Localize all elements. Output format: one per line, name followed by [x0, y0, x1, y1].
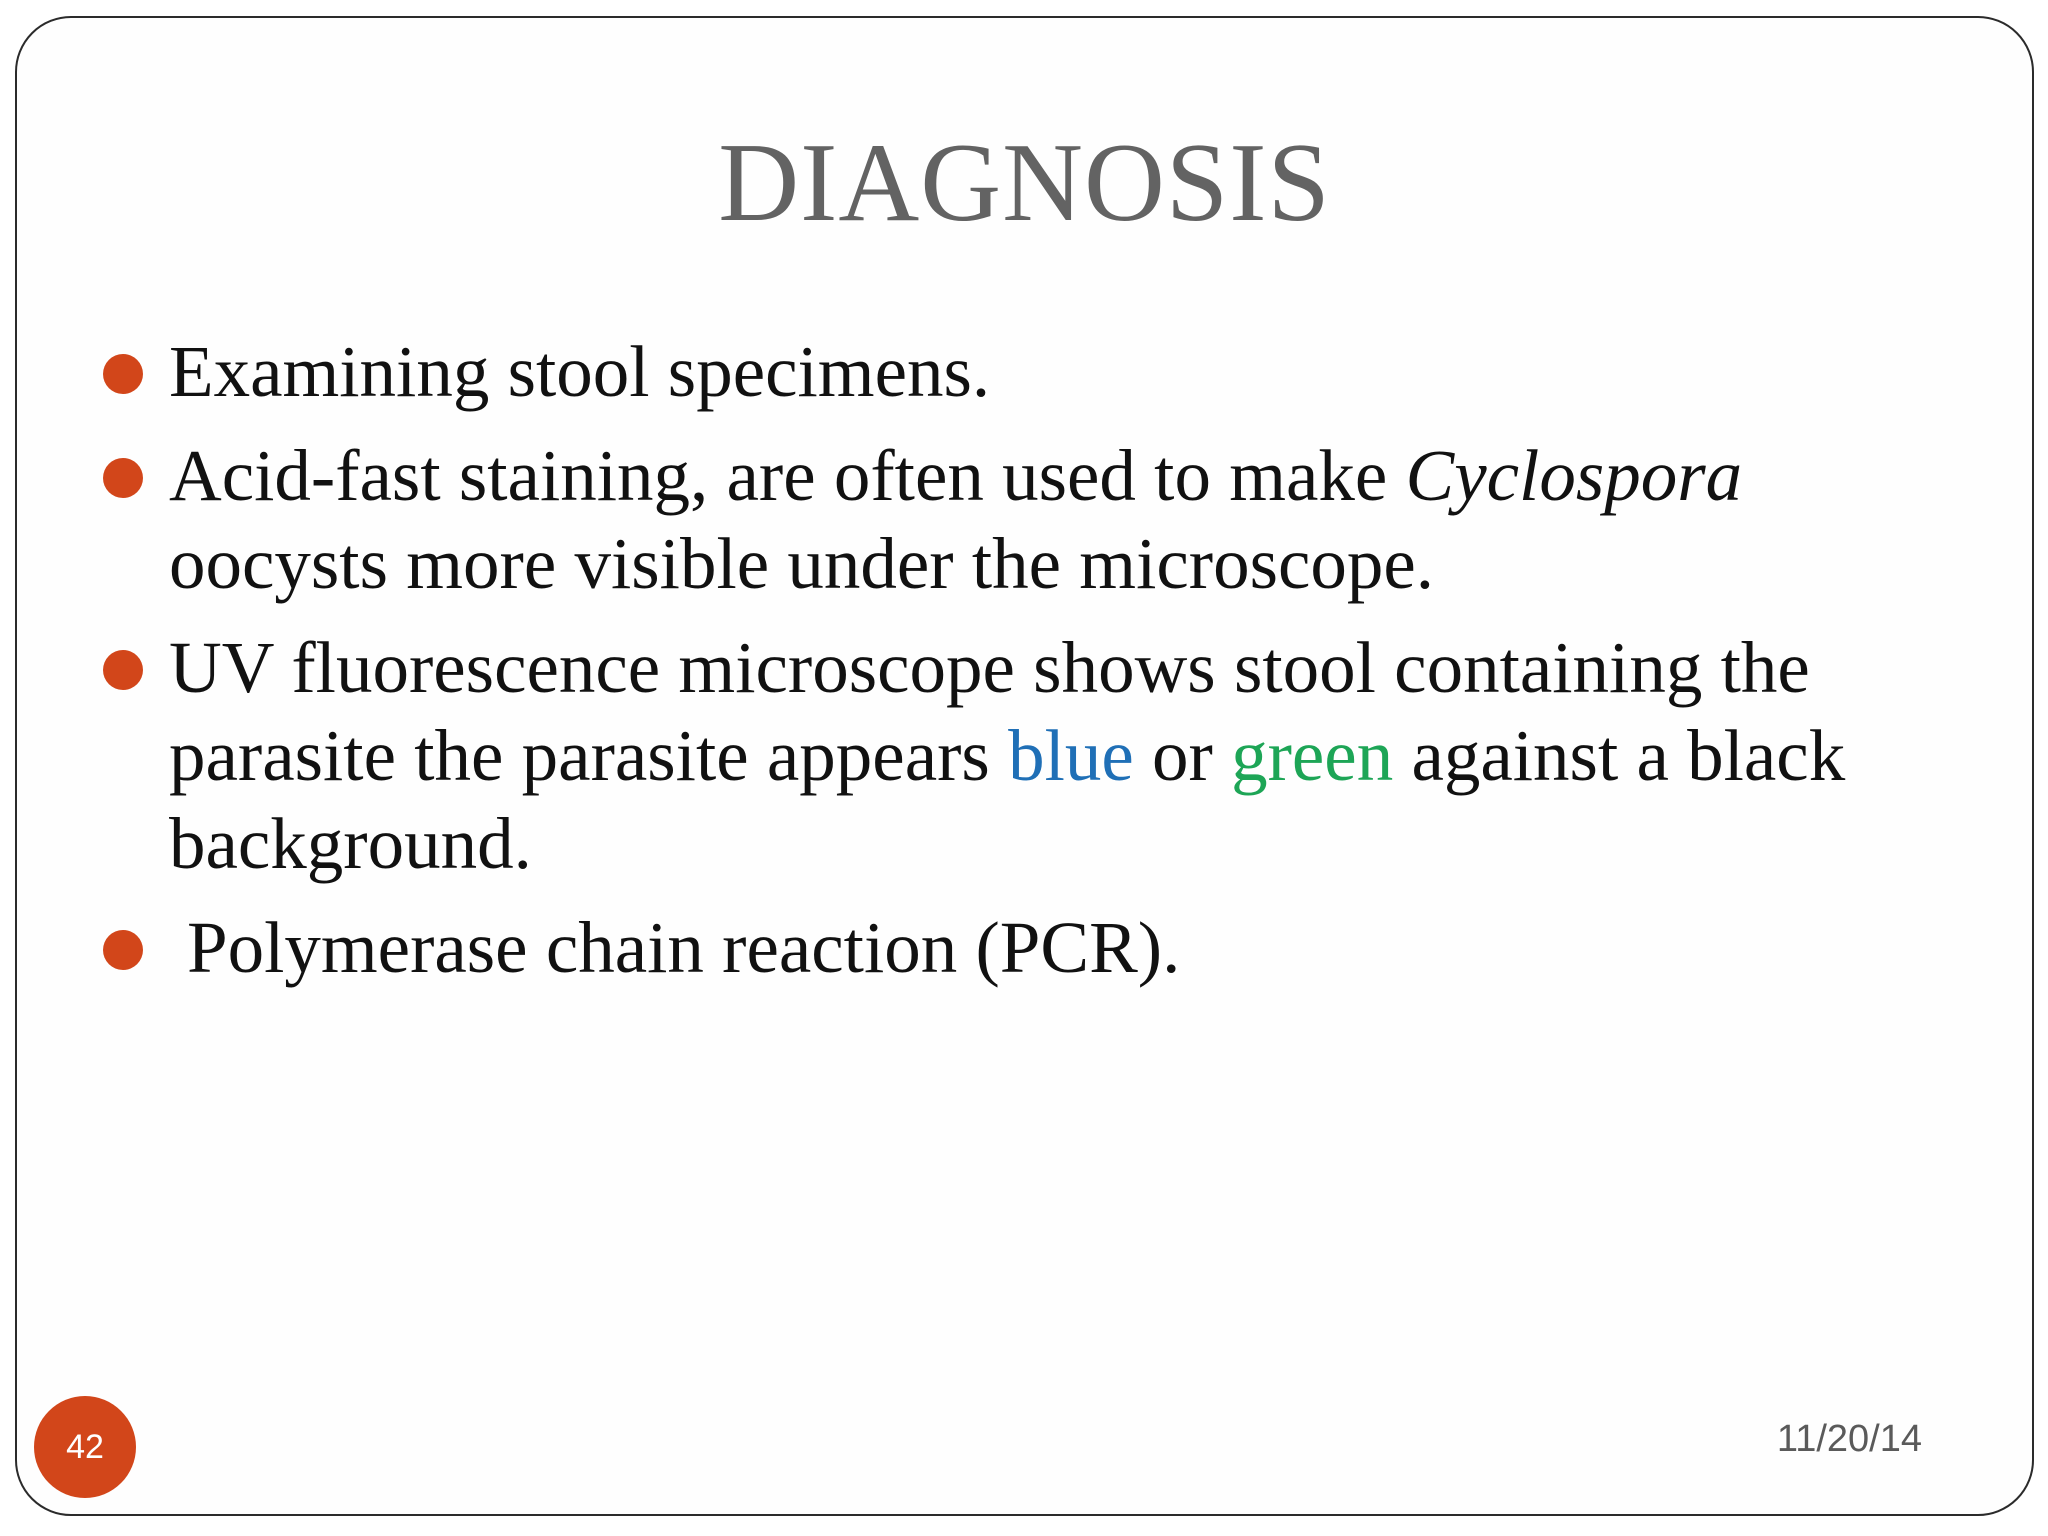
slide-date: 11/20/14: [1776, 1418, 1922, 1460]
bullet-item: [103, 328, 1943, 416]
bullet-text-part: Acid-fast staining, are often used to make: [169, 435, 1406, 516]
green-word: green: [1231, 715, 1394, 796]
page-number-badge: [34, 1396, 136, 1498]
bullet-item: [103, 432, 1943, 608]
bullet-text-part: or: [1133, 715, 1232, 796]
bullet-dot-icon: [103, 650, 143, 690]
bullet-dot-icon: [103, 354, 143, 394]
bullet-list: [103, 328, 1943, 1008]
bullet-item: [103, 904, 1943, 992]
blue-word: blue: [1008, 715, 1134, 796]
page-number: 42: [66, 1427, 104, 1466]
bullet-dot-icon: [103, 458, 143, 498]
slide-title: DIAGNOSIS: [718, 121, 1331, 245]
bullet-text: Polymerase chain reaction (PCR).: [187, 907, 1181, 988]
bullet-text: [169, 627, 1845, 884]
bullet-item: [103, 624, 1943, 888]
bullet-text-part: oocysts more visible under the microscope.: [169, 523, 1435, 604]
genus-name: Cyclospora: [1405, 435, 1743, 516]
bullet-text: [169, 435, 1742, 604]
slide: [15, 16, 2034, 1516]
bullet-dot-icon: [103, 930, 143, 970]
bullet-text-part: against a black background.: [169, 715, 1846, 884]
bullet-text: Examining stool specimens.: [169, 331, 991, 412]
bullet-text-part: UV fluorescence microscope shows stool containing the parasite the parasite appears: [169, 627, 1810, 796]
